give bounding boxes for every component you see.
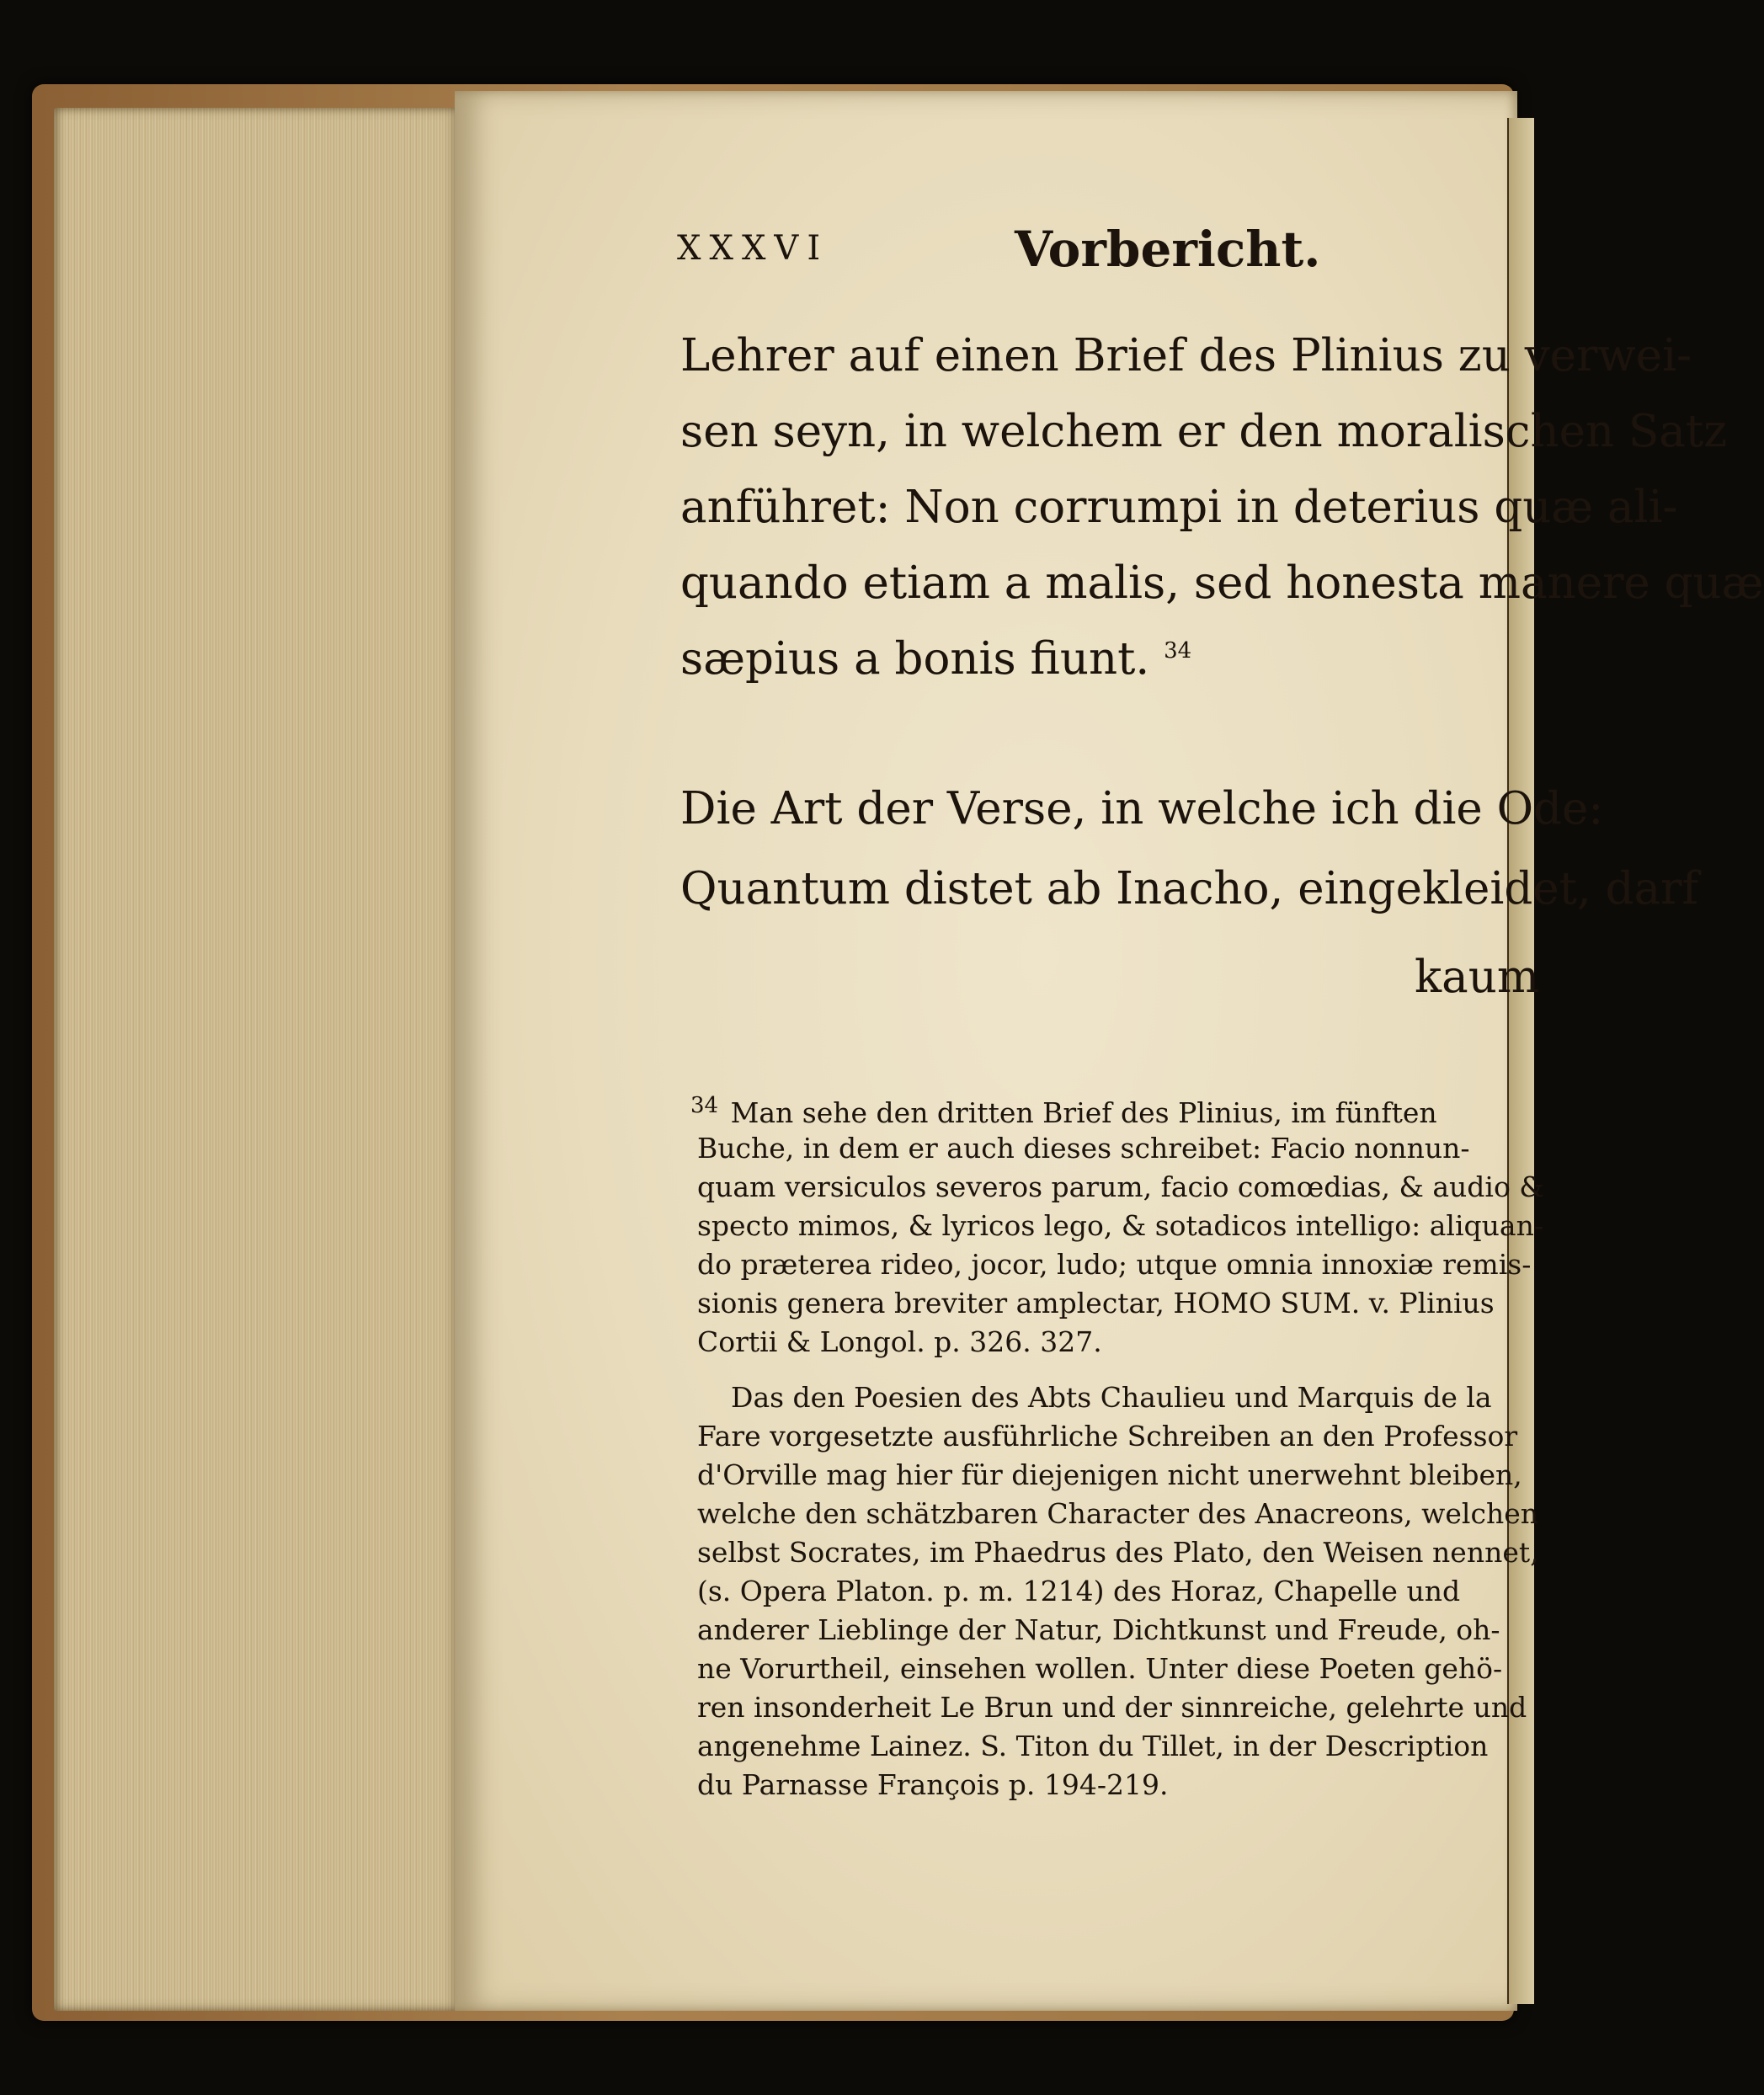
note-line: Fare vorgesetzte ausführliche Schreiben an den Professor [697, 1420, 1518, 1453]
note-line: du Parnasse François p. 194-219. [697, 1768, 1169, 1801]
footnote-line: sionis genera breviter amplectar, HOMO SUM. v. Plinius [697, 1287, 1495, 1319]
catchword: kaum [1415, 952, 1540, 1003]
note-line: angenehme Lainez. S. Titon du Tillet, in der Description [697, 1730, 1489, 1762]
footnote-line: specto mimos, & lyricos lego, & sotadicos intelligo: aliquan- [697, 1209, 1543, 1242]
footnote-line: quam versiculos severos parum, facio comœdias, & audio & [697, 1170, 1544, 1203]
footnote-line: Cortii & Longol. p. 326. 327. [697, 1325, 1102, 1358]
note-line: anderer Lieblinge der Natur, Dichtkunst und Freude, oh- [697, 1613, 1500, 1646]
note-line: d'Orville mag hier für diejenigen nicht unerwehnt bleiben, [697, 1458, 1522, 1491]
note-line: ne Vorurtheil, einsehen wollen. Unter diese Poeten gehö- [697, 1652, 1503, 1685]
body-line: Die Art der Verse, in welche ich die Ode: [680, 783, 1604, 834]
body-line [680, 633, 1195, 685]
body-line: anführet: Non corrumpi in deterius quæ ali- [680, 482, 1678, 533]
footnote-line: Buche, in dem er auch dieses schreibet: Facio nonnun- [697, 1132, 1470, 1165]
footnote-line: do præterea rideo, jocor, ludo; utque omnia innoxiæ remis- [697, 1248, 1532, 1281]
note-line: welche den schätzbaren Character des Anacreons, welchen [697, 1497, 1538, 1530]
body-line: Quantum distet ab Inacho, eingekleidet, darf [680, 863, 1699, 914]
footnote-text: Man sehe den dritten Brief des Plinius, im fünften [730, 1096, 1437, 1129]
note-line: selbst Socrates, im Phaedrus des Plato, den Weisen nennet, [697, 1536, 1539, 1569]
page-number: XXXVI [677, 229, 829, 268]
body-line: quando etiam a malis, sed honesta manere quæ [680, 557, 1764, 609]
body-line-text: sæpius a bonis fiunt. [680, 633, 1150, 685]
body-line: Lehrer auf einen Brief des Plinius zu verwei- [680, 330, 1692, 381]
footnote-reference: 34 [1164, 638, 1192, 664]
body-line: sen seyn, in welchem er den moralischen Satz [680, 406, 1728, 457]
note-line: ren insonderheit Le Brun und der sinnreiche, gelehrte und [697, 1691, 1527, 1724]
footnote-marker: 34 [690, 1093, 719, 1118]
note-line: (s. Opera Platon. p. m. 1214) des Horaz, Chapelle und [697, 1575, 1461, 1607]
note-line: Das den Poesien des Abts Chaulieu und Marquis de la [731, 1381, 1492, 1414]
footnote-line [690, 1093, 1437, 1129]
page-title: Vorbericht. [1015, 221, 1321, 278]
